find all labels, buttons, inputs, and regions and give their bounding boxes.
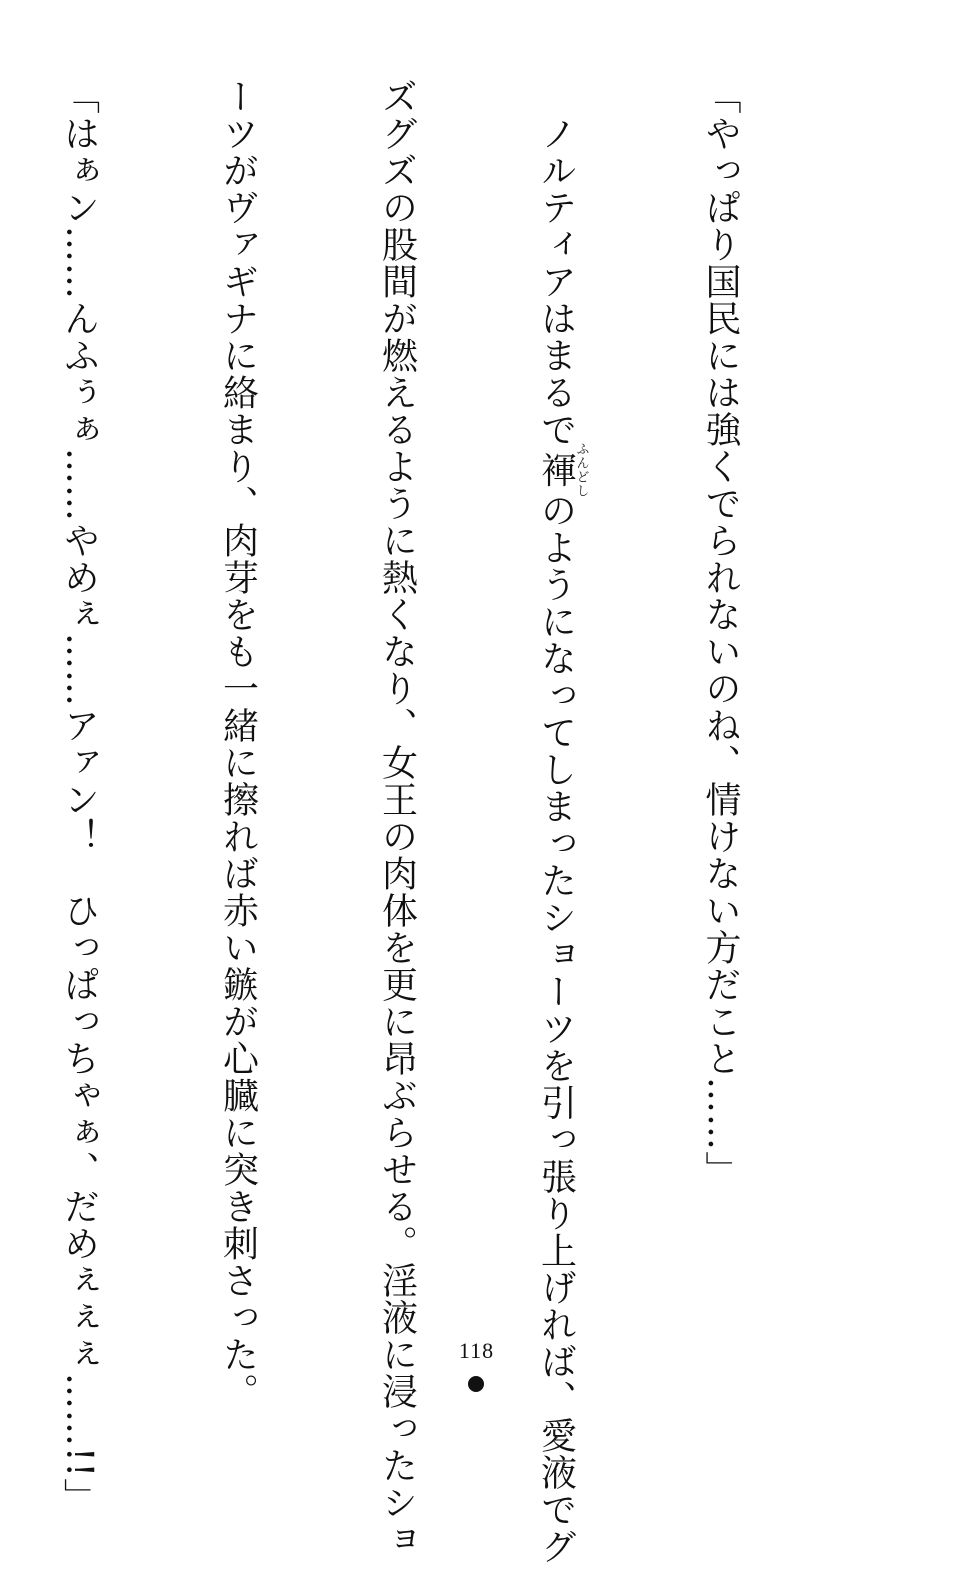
text-line-4: ーツがヴァギナに絡まり、肉芽をも一緒に擦れば赤い鏃が心臓に突き刺さった。 bbox=[217, 78, 259, 1410]
ruby-annotation: 褌ふんどし bbox=[535, 442, 589, 498]
text-line-2: ノルティアはまるで褌ふんどしのようになってしまったショーツを引っ張り上げれば、愛液でグ bbox=[535, 78, 589, 1565]
text-line-1: 「やっぱり国民には強くでられないのね、情けない方だこと……」 bbox=[700, 78, 741, 1188]
page-marker-dot bbox=[468, 1376, 484, 1392]
text-line-3: ズグズの股間が燃えるように熱くなり、女王の肉体を更に昂ぶらせる。淫液に浸ったショ bbox=[376, 78, 418, 1558]
text-line-5: 「はぁン……んふぅぁ……やめぇ……アァン！ ひっぱっちゃぁ、だめぇぇぇ……!!」 bbox=[58, 78, 100, 1515]
page-number: 118 bbox=[458, 1338, 495, 1363]
